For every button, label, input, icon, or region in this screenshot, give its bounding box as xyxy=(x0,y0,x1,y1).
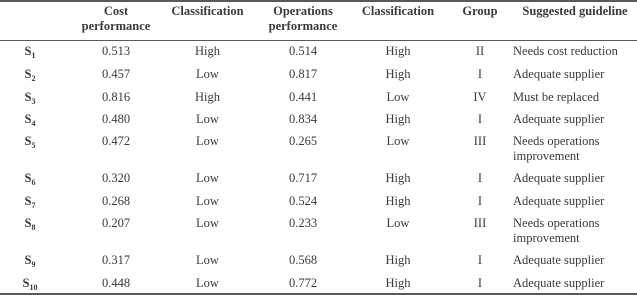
supplier-label-cell xyxy=(0,67,60,83)
suggested-guideline-cell: Adequate supplier xyxy=(513,276,605,290)
header-operations-performance xyxy=(258,4,348,34)
supplier-letter: S xyxy=(24,216,32,230)
group-cell: I xyxy=(477,276,483,290)
operations-classification-cell: High xyxy=(385,44,411,58)
supplier-label-cell xyxy=(0,194,60,210)
supplier-letter: S xyxy=(24,44,32,58)
header-cost-performance xyxy=(81,4,151,34)
supplier-letter: S xyxy=(24,194,32,208)
table-bottom-rule xyxy=(0,293,637,295)
supplier-index: 10 xyxy=(29,283,38,292)
operations-classification-cell: High xyxy=(385,112,411,126)
suggested-guideline-cell: Adequate supplier xyxy=(513,171,605,185)
cost-classification-cell: Low xyxy=(196,112,219,126)
supplier-index: 6 xyxy=(31,178,36,187)
operations-classification-cell: Low xyxy=(386,134,410,148)
supplier-letter: S xyxy=(24,253,32,267)
suggested-guideline-cell: Must be replaced xyxy=(513,90,600,104)
operations-performance-cell: 0.568 xyxy=(288,253,318,267)
group-cell: III xyxy=(473,216,487,230)
supplier-label-cell xyxy=(0,90,60,106)
cost-performance-cell: 0.816 xyxy=(101,90,131,104)
operations-classification-cell: Low xyxy=(386,90,410,104)
supplier-label-cell xyxy=(0,171,60,187)
supplier-letter: S xyxy=(24,90,32,104)
supplier-label-cell xyxy=(0,134,60,150)
operations-classification-cell: High xyxy=(385,253,411,267)
group-cell: IV xyxy=(473,90,487,104)
supplier-label-cell xyxy=(0,112,60,128)
supplier-label-cell xyxy=(0,253,60,269)
supplier-index: 2 xyxy=(31,74,36,83)
supplier-index: 8 xyxy=(31,223,36,232)
operations-classification-cell: High xyxy=(385,171,411,185)
cost-performance-cell: 0.448 xyxy=(101,276,131,290)
header-cost-performance-text: Cost performance xyxy=(81,4,151,33)
suggested-guideline-cell: Adequate supplier xyxy=(513,194,605,208)
operations-performance-cell: 0.817 xyxy=(288,67,318,81)
cost-performance-cell: 0.472 xyxy=(101,134,131,148)
suggested-guideline-cell: Needs operations improvement xyxy=(513,216,600,245)
header-cost-classification-text: Classification xyxy=(171,4,244,18)
supplier-index: 1 xyxy=(31,51,36,60)
supplier-letter: S xyxy=(24,134,32,148)
cost-classification-cell: High xyxy=(195,90,220,104)
operations-performance-cell: 0.524 xyxy=(288,194,318,208)
header-group xyxy=(450,4,510,19)
cost-classification-cell: High xyxy=(195,44,220,58)
operations-performance-cell: 0.514 xyxy=(288,44,318,58)
header-suggested-guideline xyxy=(513,4,637,19)
table-top-rule xyxy=(0,0,637,2)
supplier-letter: S xyxy=(24,112,32,126)
cost-performance-cell: 0.207 xyxy=(101,216,131,230)
suggested-guideline-cell: Adequate supplier xyxy=(513,67,605,81)
header-suggested-guideline-text: Suggested guideline xyxy=(522,4,628,18)
table-header-rule xyxy=(0,40,637,41)
operations-performance-cell: 0.233 xyxy=(288,216,318,230)
suggested-guideline-cell: Adequate supplier xyxy=(513,253,605,267)
group-cell: III xyxy=(473,134,487,148)
supplier-index: 4 xyxy=(31,119,36,128)
supplier-label-cell xyxy=(0,276,60,292)
cost-performance-cell: 0.513 xyxy=(101,44,131,58)
cost-classification-cell: Low xyxy=(196,216,219,230)
header-cost-classification xyxy=(160,4,255,19)
header-operations-classification-text: Classification xyxy=(361,4,435,18)
group-cell: I xyxy=(477,194,483,208)
cost-classification-cell: Low xyxy=(196,253,219,267)
operations-performance-cell: 0.265 xyxy=(288,134,318,148)
supplier-index: 5 xyxy=(31,141,36,150)
suggested-guideline-cell: Adequate supplier xyxy=(513,112,605,126)
cost-performance-cell: 0.320 xyxy=(101,171,131,185)
operations-performance-cell: 0.717 xyxy=(288,171,318,185)
supplier-letter: S xyxy=(24,171,32,185)
suggested-guideline-cell: Needs cost reduction xyxy=(513,44,618,58)
group-cell: I xyxy=(477,171,483,185)
supplier-index: 7 xyxy=(31,201,36,210)
header-operations-classification xyxy=(350,4,446,19)
cost-classification-cell: Low xyxy=(196,276,219,290)
operations-classification-cell: Low xyxy=(386,216,410,230)
cost-classification-cell: Low xyxy=(196,67,219,81)
operations-classification-cell: High xyxy=(385,67,411,81)
operations-classification-cell: High xyxy=(385,194,411,208)
supplier-index: 9 xyxy=(31,260,36,269)
group-cell: I xyxy=(477,253,483,267)
cost-classification-cell: Low xyxy=(196,194,219,208)
supplier-label-cell xyxy=(0,44,60,60)
supplier-index: 3 xyxy=(31,97,36,106)
cost-performance-cell: 0.480 xyxy=(101,112,131,126)
cost-classification-cell: Low xyxy=(196,134,219,148)
suggested-guideline-cell: Needs operations improvement xyxy=(513,134,600,163)
group-cell: II xyxy=(475,44,485,58)
group-cell: I xyxy=(477,67,483,81)
cost-performance-cell: 0.457 xyxy=(101,67,131,81)
supplier-letter: S xyxy=(24,67,32,81)
operations-performance-cell: 0.772 xyxy=(288,276,318,290)
supplier-letter: S xyxy=(22,276,30,290)
header-group-text: Group xyxy=(462,4,498,18)
group-cell: I xyxy=(477,112,483,126)
operations-performance-cell: 0.441 xyxy=(288,90,318,104)
supplier-label-cell xyxy=(0,216,60,232)
cost-performance-cell: 0.268 xyxy=(101,194,131,208)
operations-classification-cell: High xyxy=(385,276,411,290)
cost-classification-cell: Low xyxy=(196,171,219,185)
cost-performance-cell: 0.317 xyxy=(101,253,131,267)
header-operations-performance-text: Operations performance xyxy=(268,4,338,33)
operations-performance-cell: 0.834 xyxy=(288,112,318,126)
